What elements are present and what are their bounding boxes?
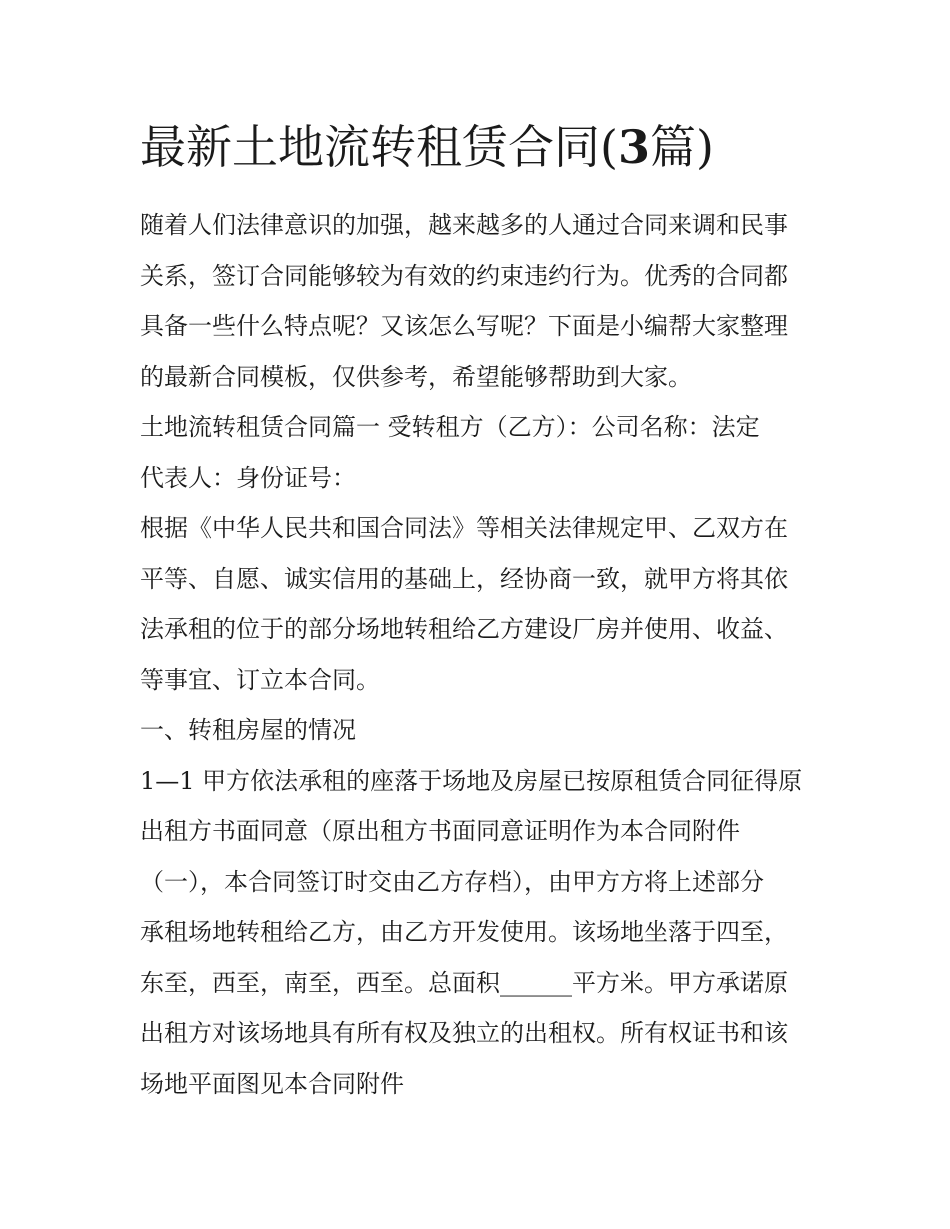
document-page	[140, 112, 820, 1109]
text-line: （一），本合同签订时交由乙方存档），由甲方方将上述部分	[140, 867, 764, 896]
text-line: 具备一些什么特点呢？又该怎么写呢？下面是小编帮大家整理	[140, 312, 788, 340]
text-line: 根据《中华人民共和国合同法》等相关法律规定甲、乙双方在	[140, 514, 788, 542]
paragraph	[140, 756, 820, 1110]
paragraph	[140, 705, 820, 756]
text-line: 关系，签订合同能够较为有效的约束违约行为。优秀的合同都	[140, 261, 788, 290]
text-line: 等事宜、订立本合同。	[140, 665, 380, 694]
paragraph	[140, 503, 820, 705]
text-line: 随着人们法律意识的加强，越来越多的人通过合同来调和民事	[140, 211, 788, 239]
text-line: 平等、自愿、诚实信用的基础上，经协商一致，就甲方将其依	[140, 564, 788, 593]
paragraph	[140, 200, 820, 402]
text-line: 1—1 甲方依法承租的座落于场地及房屋已按原租赁合同征得原	[140, 766, 803, 795]
text-line: 一、转租房屋的情况	[140, 716, 356, 744]
text-line: 场地平面图见本合同附件	[140, 1069, 404, 1098]
text-line: 出租方书面同意（原出租方书面同意证明作为本合同附件	[140, 817, 740, 845]
text-line: 代表人：身份证号：	[140, 463, 356, 492]
text-line: 法承租的位于的部分场地转租给乙方建设厂房并使用、收益、	[140, 615, 788, 643]
text-line: 出租方对该场地具有所有权及独立的出租权。所有权证书和该	[140, 1019, 788, 1047]
title-tail: 篇)	[649, 120, 714, 174]
document-title	[140, 112, 820, 182]
title-main: 最新土地流转租赁合同(	[140, 120, 618, 174]
text-line: 土地流转租赁合同篇一 受转租方（乙方）：公司名称：法定	[140, 413, 760, 441]
title-number: 3	[617, 120, 650, 174]
text-line: 的最新合同模板，仅供参考，希望能够帮助到大家。	[140, 362, 692, 391]
text-line: 东至，西至，南至，西至。总面积______平方米。甲方承诺原	[140, 968, 788, 997]
text-line: 承租场地转租给乙方，由乙方开发使用。该场地坐落于四至，	[140, 918, 788, 946]
paragraph	[140, 402, 820, 503]
document-body	[140, 200, 820, 1109]
